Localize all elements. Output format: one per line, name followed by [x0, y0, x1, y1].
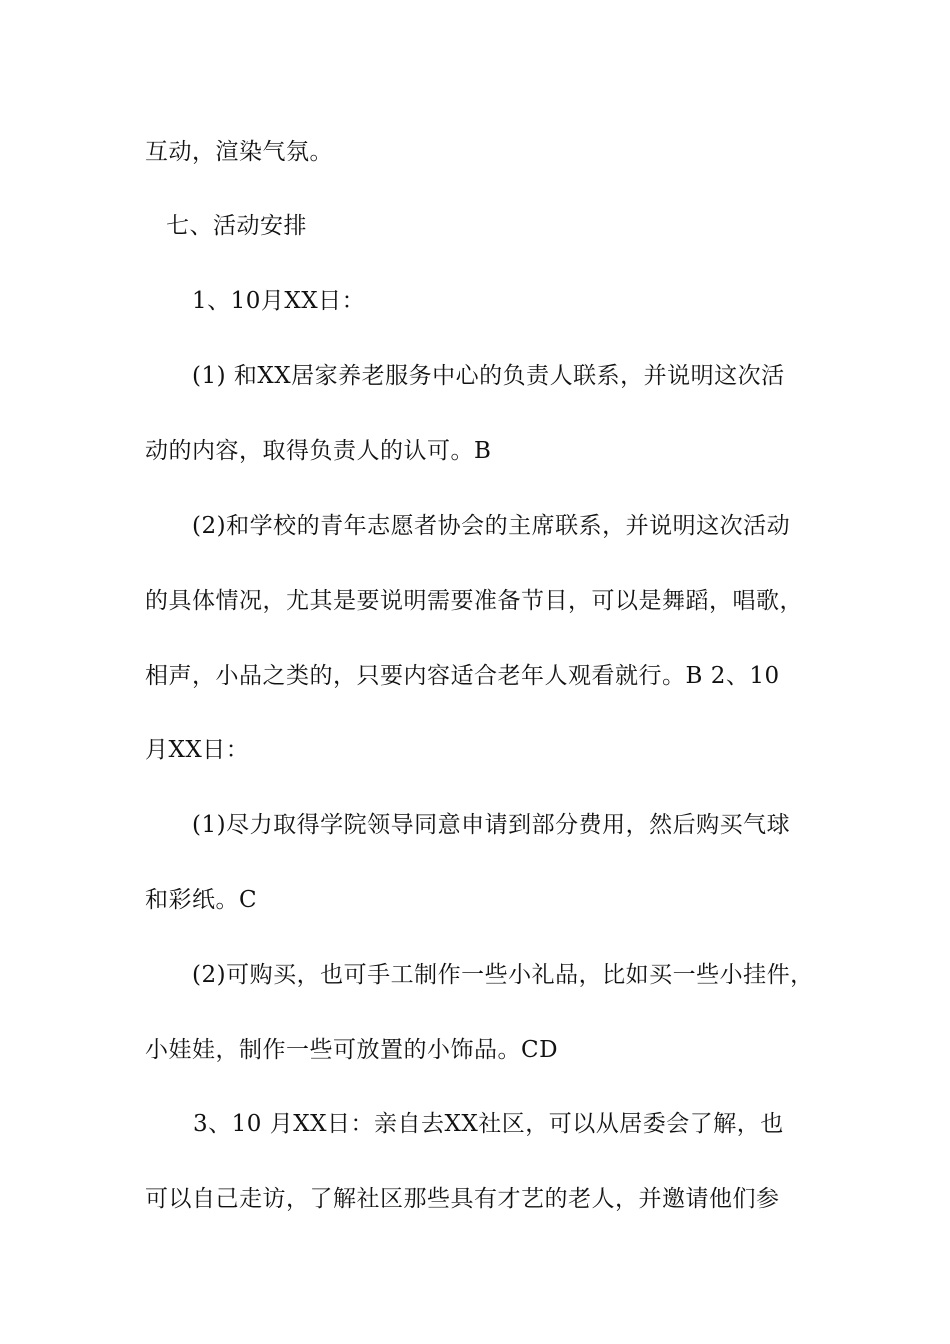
text-line: 1、10月XX日： — [192, 288, 366, 314]
text-line: 3、10 月XX日：亲自去XX社区，可以从居委会了解，也 — [193, 1111, 784, 1137]
text-line: 动的内容，取得负责人的认可。B — [145, 438, 492, 464]
text-line: 的具体情况，尤其是要说明需要准备节目，可以是舞蹈，唱歌， — [145, 588, 803, 614]
text-line: 互动，渲染气氛。 — [145, 139, 333, 165]
text-line: (2)可购买，也可手工制作一些小礼品，比如买一些小挂件， — [192, 962, 814, 988]
text-line: 月XX日： — [145, 737, 250, 763]
text-line: (1)尽力取得学院领导同意申请到部分费用，然后购买气球 — [192, 812, 791, 838]
text-line: 小娃娃，制作一些可放置的小饰品。CD — [145, 1037, 559, 1063]
text-line: 可以自己走访，了解社区那些具有才艺的老人，并邀请他们参 — [145, 1186, 780, 1212]
text-line: (2)和学校的青年志愿者协会的主席联系，并说明这次活动 — [192, 513, 791, 539]
text-line: 相声，小品之类的，只要内容适合老年人观看就行。B 2、10 — [145, 663, 780, 689]
text-line: 和彩纸。C — [145, 887, 258, 913]
section-heading: 七、活动安排 — [166, 213, 307, 239]
text-line: (1) 和XX居家养老服务中心的负责人联系，并说明这次活 — [192, 363, 785, 389]
